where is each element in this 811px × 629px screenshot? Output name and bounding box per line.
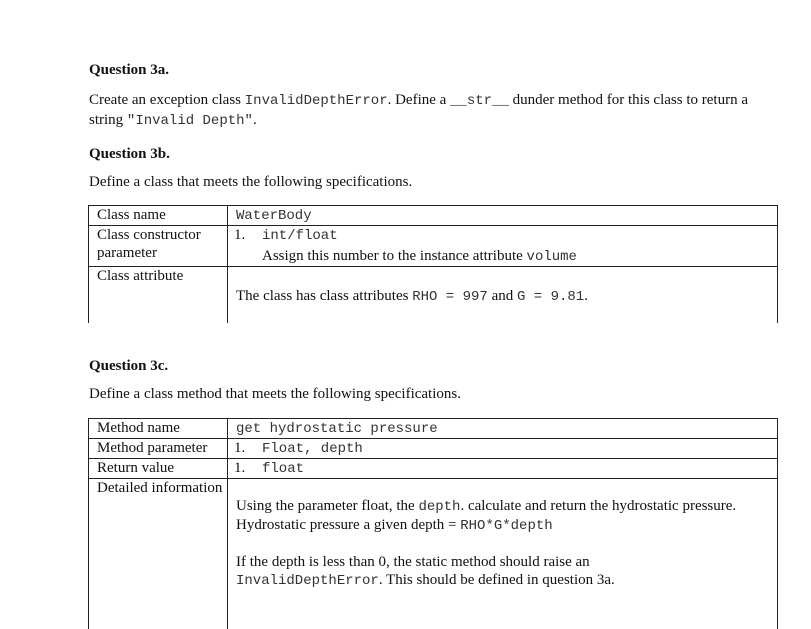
question-3b-intro: Define a class that meets the following specifications. (89, 173, 781, 192)
question-3c-intro: Define a class method that meets the following specifications. (89, 385, 781, 404)
class-name-value (228, 206, 778, 226)
table-row (89, 226, 778, 267)
return-value-code: float (262, 461, 304, 477)
attr-text: The class has class attributes (236, 288, 412, 304)
detail-para-1 (236, 497, 777, 516)
detail-label: Detailed information (89, 479, 228, 629)
table-row (89, 459, 778, 479)
attr-text: and (488, 288, 517, 304)
table-row (89, 206, 778, 226)
constructor-desc-code: volume (527, 249, 577, 265)
method-param-value (228, 439, 778, 459)
q3a-code-dunder: __str__ (450, 93, 509, 109)
q3a-code-string: "Invalid Depth" (127, 113, 253, 129)
q3a-text-part: . (253, 112, 257, 128)
class-name-label: Class name (89, 206, 228, 226)
question-3b-heading: Question 3b. (89, 146, 170, 163)
detail-code-error: InvalidDepthError (236, 573, 379, 589)
attr-code-g: G = 9.81 (517, 289, 584, 305)
table-row (89, 479, 778, 629)
detail-value (228, 479, 778, 629)
detail-text: If the depth is less than 0, the static method should raise an (236, 554, 590, 570)
detail-text: Hydrostatic pressure a given depth = (236, 517, 460, 533)
constructor-label: Class constructor parameter (89, 226, 228, 267)
detail-text: . This should be defined in question 3a. (379, 572, 615, 588)
class-name-code: WaterBody (236, 208, 312, 224)
method-param-label: Method parameter (89, 439, 228, 459)
class-spec-table (88, 205, 778, 323)
detail-text: . calculate and return the hydrostatic pressure. (460, 498, 736, 514)
class-attribute-label: Class attribute (89, 267, 228, 324)
list-number: 1. (234, 439, 262, 457)
list-number: 1. (234, 459, 262, 477)
detail-text: Using the parameter float, the (236, 498, 418, 514)
q3a-code-class: InvalidDepthError (245, 93, 388, 109)
detail-code-depth: depth (418, 499, 460, 515)
class-attribute-text (236, 287, 777, 306)
table-row (89, 267, 778, 324)
constructor-item (236, 226, 777, 245)
detail-para-2 (236, 516, 777, 535)
method-name-label: Method name (89, 419, 228, 439)
return-value-value (228, 459, 778, 479)
q3a-text-part: . Define a (388, 92, 450, 108)
table-row (89, 419, 778, 439)
attr-code-rho: RHO = 997 (412, 289, 488, 305)
question-3a-text (89, 91, 781, 131)
table-row (89, 439, 778, 459)
question-3a-heading: Question 3a. (89, 62, 169, 79)
class-attribute-value (228, 267, 778, 324)
method-spec-table (88, 418, 778, 629)
method-name-code: get hydrostatic pressure (236, 421, 438, 437)
detail-para-3 (236, 553, 777, 590)
q3a-text-part: Create an exception class (89, 92, 245, 108)
method-param-code: Float, depth (262, 441, 363, 457)
method-name-value (228, 419, 778, 439)
constructor-desc-text: Assign this number to the instance attribute (262, 248, 527, 264)
list-number: 1. (234, 226, 262, 244)
constructor-desc (236, 247, 777, 266)
question-3c-heading: Question 3c. (89, 358, 168, 375)
return-value-label: Return value (89, 459, 228, 479)
constructor-type: int/float (262, 228, 338, 244)
attr-text: . (584, 288, 588, 304)
constructor-value (228, 226, 778, 267)
detail-code-formula: RHO*G*depth (460, 518, 552, 534)
q3a-text-part: dunder method for this class to return a string (89, 92, 748, 128)
